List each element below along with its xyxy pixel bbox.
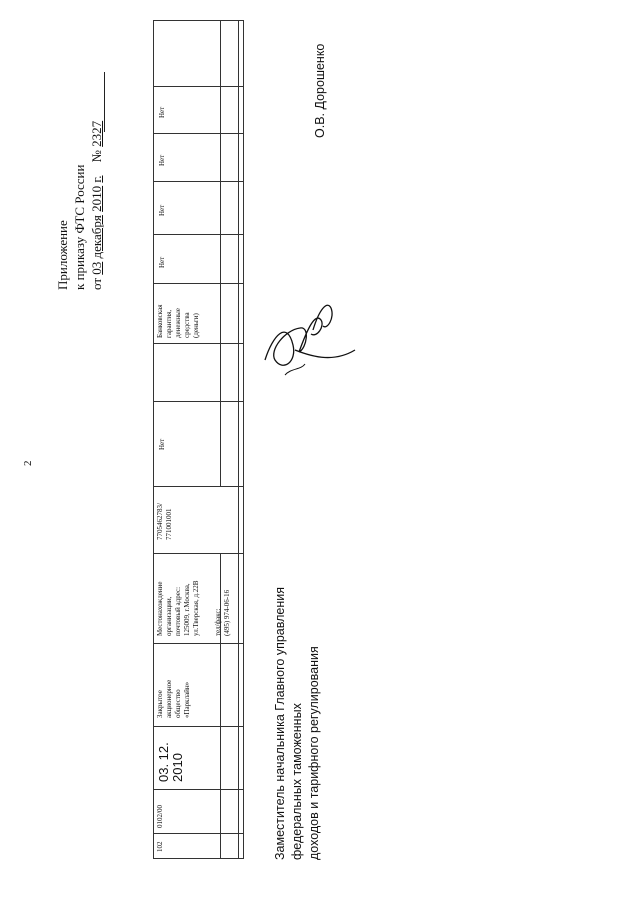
cell-guarantee-1: Банковская [156,304,164,338]
order-number: 2327 [89,120,104,147]
cell-col-e: Нет [158,106,166,118]
appendix-order-date [88,105,105,290]
cell-address-5: ул.Тверская, д.22В [192,580,200,636]
cell-address-3: почтовый адрес: [174,586,182,636]
page-number: 2 [22,460,34,466]
cell-col-b: Нет [158,256,166,268]
cell-col-c: Нет [158,204,166,216]
number-label: № [89,150,104,163]
cell-date-line1: 03. 12. [156,742,171,782]
cell-row-number: 102 [156,841,164,852]
cell-address-2: организации, [165,596,173,636]
registry-table [153,20,244,859]
order-day: 03 [89,261,104,275]
order-month: декабря [89,215,104,259]
cell-org-4: «Парклайн» [183,681,191,718]
handwritten-signature [255,290,365,390]
signatory-name: О.В. Дорошенко [313,43,327,138]
cell-code: 0102/00 [156,805,164,828]
cell-inn-kpp-1: 7705462783/ [156,503,164,540]
cell-address-4: 125009, г.Москва, [183,583,191,636]
cell-org-3: общество [174,689,182,718]
cell-org-2: акционерное [165,679,173,718]
cell-guarantee-4: средства [183,312,191,338]
cell-guarantee-5: (деньги) [192,313,200,338]
cell-date-line2: 2010 [170,753,185,782]
signatory-title-line1: Заместитель начальника Главного управления [273,586,287,860]
cell-col-a: Нет [158,438,166,450]
order-year: 2010 [89,185,104,212]
appendix-title: Приложение [55,220,70,290]
cell-guarantee-3: денежные [174,308,182,338]
cell-guarantee-2: гарантия, [165,309,173,338]
signatory-title-line3: доходов и тарифного регулирования [307,646,321,860]
cell-phone-1: тел/факс: [214,608,222,636]
cell-col-d: Нет [158,154,166,166]
appendix-order-ref: к приказу ФТС России [72,164,87,290]
year-suffix: г. [89,175,104,183]
from-label: от [89,277,104,290]
cell-inn-kpp-2: 771001001 [165,508,173,540]
cell-address-1: Местонахождение [156,581,164,636]
number-underline [104,72,105,132]
signatory-title-line2: федеральных таможенных [290,703,304,860]
cell-org-1: Закрытое [156,690,164,718]
cell-phone-2: (495) 974-06-16 [223,589,231,636]
